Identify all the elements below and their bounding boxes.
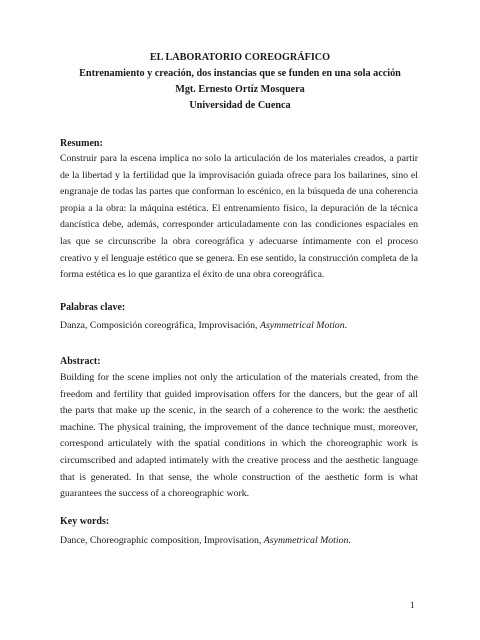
resumen-text: Construir para la escena implica no solo la articulación de los materiales creados, a partir de la libertad y la fertilidad que la improvisación guiada ofrece para los bailarines, sino el engranaje de todas las partes que conforman lo escénico, en la búsqueda de una coherencia propia a la obra: la máquina estética. El entrenamiento físico, la depuración de la técnica dancística debe, además, corresponder articuladamente con las condiciones espaciales en las que se circunscribe la obra coreográfica y adecuarse íntimamente con el proceso creativo y el lenguaje estético que se genera. En ese sentido, la construcción completa de la forma estética es lo que garantiza el éxito de una obra coreográfica. <box>60 153 418 281</box>
key-words-text: Dance, Choreographic composition, Improvisation, <box>60 535 262 546</box>
key-words-list <box>60 534 440 548</box>
palabras-clave-list <box>60 319 440 333</box>
key-words-italic: Asymmetrical Motion <box>263 535 349 546</box>
paper-subtitle: Entrenamiento y creación, dos instancias que se funden en una sola acción <box>79 68 401 79</box>
paper-title: EL LABORATORIO COREOGRÁFICO <box>149 52 331 63</box>
abstract-heading: Abstract: <box>60 356 101 367</box>
palabras-clave-heading: Palabras clave: <box>60 302 126 313</box>
document-header <box>40 50 440 114</box>
key-words-heading: Key words: <box>60 516 110 527</box>
palabras-clave-end: . <box>344 320 348 331</box>
page-number: 1 <box>410 600 415 610</box>
resumen-heading: Resumen: <box>60 138 103 149</box>
key-words-end: . <box>348 535 351 546</box>
palabras-clave-italic: Asymmetrical Motion <box>259 320 345 331</box>
author-name: Mgt. Ernesto Ortíz Mosquera <box>175 84 305 95</box>
abstract-text: Building for the scene implies not only the articulation of the materials created, from the freedom and fertility that guided improvisation offers for the dancers, but the gear of all the parts that make up the scenic, in the search of a coherence to the work: the aesthetic machine. The physical training, the improvement of the dance technique must, moreover, correspond articulately with the spatial conditions in which the choreographic work is circumscribed and adapted intimately with the creative process and the aesthetic language that is generated. In that sense, the whole construction of the aesthetic form is what guarantees the success of a choreographic work. <box>60 372 418 500</box>
palabras-clave-text: Danza, Composición coreográfica, Improvisación, <box>60 320 258 331</box>
author-affiliation: Universidad de Cuenca <box>189 100 291 111</box>
